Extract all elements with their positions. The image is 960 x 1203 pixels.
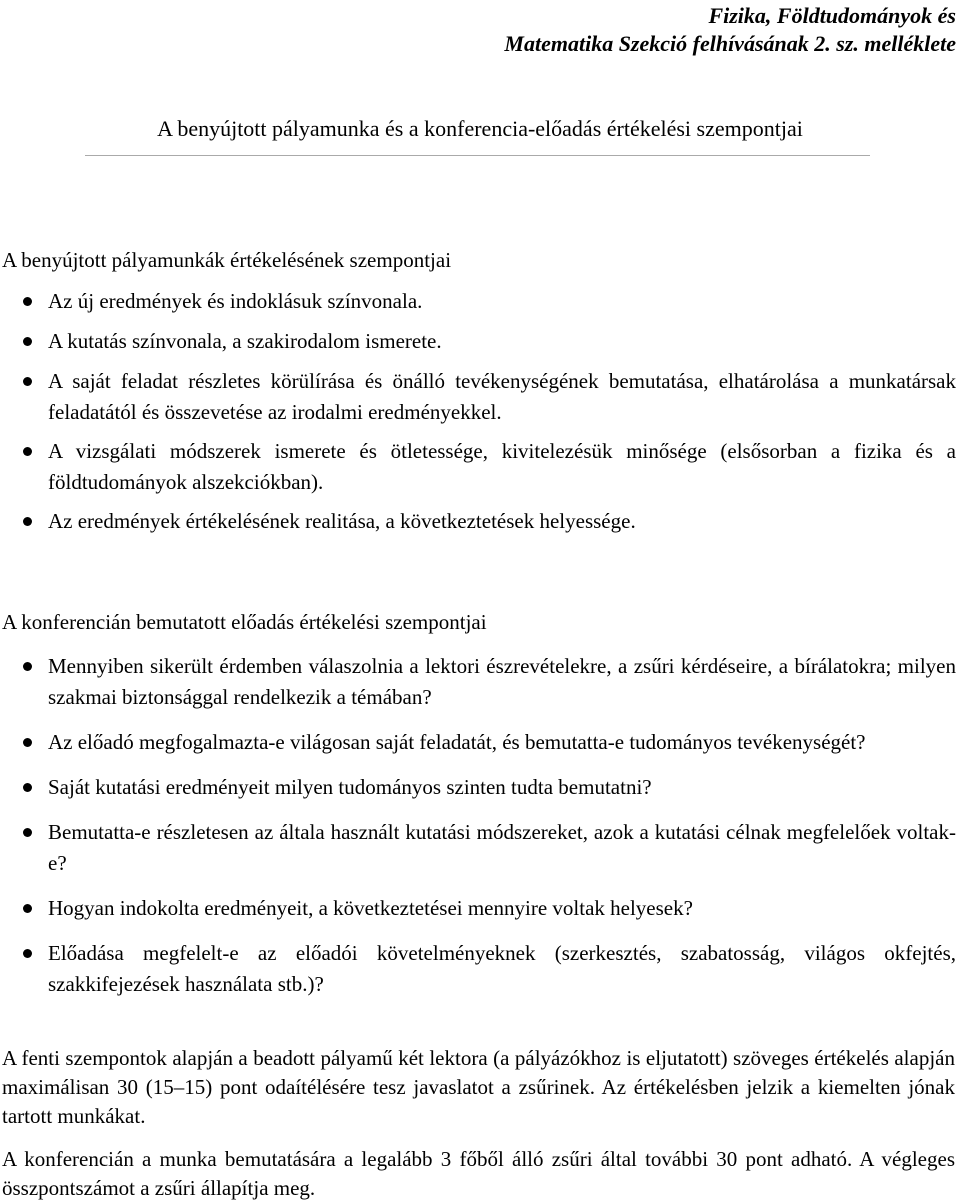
list-item (0, 772, 956, 803)
list-item-text: Hogyan indokolta eredményeit, a következtetései mennyire voltak helyesek? (48, 896, 693, 920)
list-item (0, 817, 956, 879)
list-item (0, 286, 956, 317)
list-item-text: Mennyiben sikerült érdemben válaszolnia a lektori észrevételekre, a zsűri kérdéseire, a bírálatokra; milyen szakmai biztonsággal rendelkezik a témában? (48, 654, 956, 709)
annex-header-line-1: Fizika, Földtudományok és (708, 3, 956, 28)
bullet-icon (23, 828, 32, 837)
list-item-text: A vizsgálati módszerek ismerete és ötletessége, kivitelezésük minősége (elsősorban a fizika és a földtudományok alszekciókban). (48, 439, 956, 494)
section-2-criteria-list (0, 651, 956, 1000)
list-item (0, 366, 956, 428)
bullet-icon (23, 517, 32, 526)
section-1-criteria-list (0, 286, 956, 537)
list-item (0, 893, 956, 924)
bullet-icon (23, 447, 32, 456)
list-item-text: A kutatás színvonala, a szakirodalom ismerete. (48, 329, 442, 353)
bullet-icon (23, 904, 32, 913)
list-item-text: Az eredmények értékelésének realitása, a következtetések helyessége. (48, 509, 636, 533)
section-1-heading: A benyújtott pályamunkák értékelésének szempontjai (2, 248, 452, 272)
annex-header-line-2: Matematika Szekció felhívásának 2. sz. melléklete (504, 31, 956, 56)
list-item (0, 651, 956, 713)
bullet-icon (23, 297, 32, 306)
title-divider (85, 155, 870, 156)
bullet-icon (23, 337, 32, 346)
annex-header (504, 2, 956, 58)
bullet-icon (23, 377, 32, 386)
bullet-icon (23, 783, 32, 792)
bullet-icon (23, 949, 32, 958)
bullet-icon (23, 738, 32, 747)
list-item (0, 938, 956, 1000)
list-item-text: Az új eredmények és indoklásuk színvonala. (48, 289, 423, 313)
list-item-text: Bemutatta-e részletesen az általa használt kutatási módszereket, azok a kutatási célnak megfelelőek voltak-e? (48, 820, 956, 875)
list-item (0, 506, 956, 537)
list-item (0, 326, 956, 357)
list-item (0, 436, 956, 498)
document-title: A benyújtott pályamunka és a konferencia-előadás értékelési szempontjai (157, 116, 803, 141)
scoring-paragraph: A fenti szempontok alapján a beadott pályamű két lektora (a pályázókhoz is eljutatott) szöveges értékelés alapján maximálisan 30 (15–15) pont odaítélésére tesz javaslatot a zsűrinek. Az értékelésben jelzik a kiemelten jónak tartott munkákat. (2, 1046, 955, 1128)
list-item-text: Előadása megfelelt-e az előadói követelményeknek (szerkesztés, szabatosság, világos okfejtés, szakkifejezések használata stb.)? (48, 941, 956, 996)
list-item-text: Saját kutatási eredményeit milyen tudományos szinten tudta bemutatni? (48, 775, 652, 799)
section-2-heading: A konferencián bemutatott előadás értékelési szempontjai (2, 610, 487, 634)
list-item-text: Az előadó megfogalmazta-e világosan saját feladatát, és bemutatta-e tudományos tevékenységét? (48, 730, 866, 754)
list-item-text: A saját feladat részletes körülírása és önálló tevékenységének bemutatása, elhatárolása a munkatársak feladatától és összevetése az irodalmi eredményekkel. (48, 369, 956, 424)
list-item (0, 727, 956, 758)
jury-paragraph: A konferencián a munka bemutatására a legalább 3 főből álló zsűri által további 30 pont adható. A végleges összpontszámot a zsűri állapítja meg. (2, 1147, 955, 1200)
bullet-icon (23, 662, 32, 671)
